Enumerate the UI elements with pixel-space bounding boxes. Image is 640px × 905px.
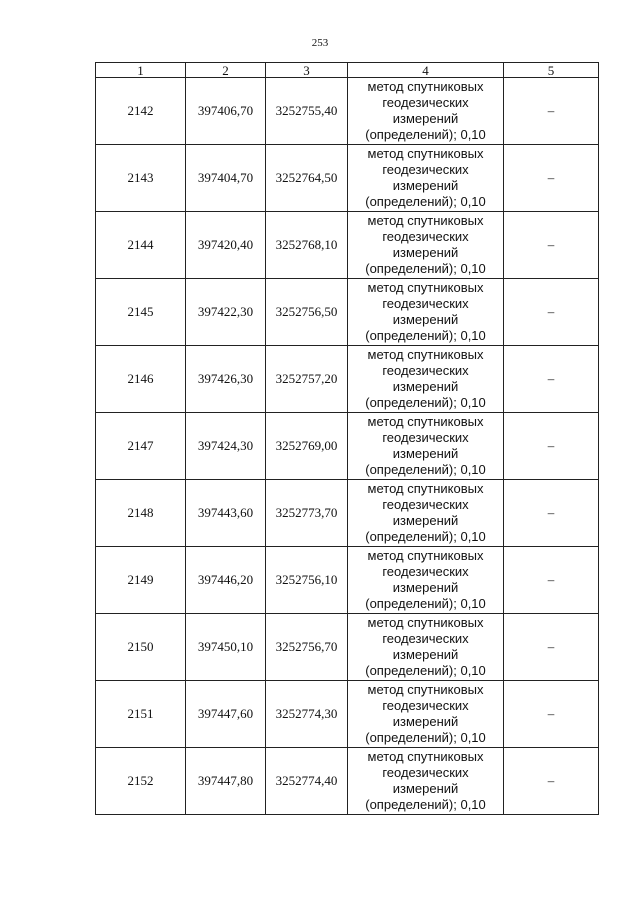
y-coordinate-cell: 3252773,70 xyxy=(266,480,348,547)
method-text-line: геодезических xyxy=(382,162,469,177)
column-header-4: 4 xyxy=(348,63,504,78)
description-cell: – xyxy=(504,145,599,212)
point-number-cell: 2149 xyxy=(96,547,186,614)
method-cell xyxy=(348,547,504,614)
description-cell: – xyxy=(504,413,599,480)
method-text-line: (определений); 0,10 xyxy=(365,194,486,209)
x-coordinate-cell: 397420,40 xyxy=(186,212,266,279)
x-coordinate-cell: 397426,30 xyxy=(186,346,266,413)
method-cell xyxy=(348,78,504,145)
column-header-3: 3 xyxy=(266,63,348,78)
x-coordinate-cell: 397447,80 xyxy=(186,748,266,815)
method-text-line: геодезических xyxy=(382,229,469,244)
method-cell xyxy=(348,346,504,413)
y-coordinate-cell: 3252774,40 xyxy=(266,748,348,815)
y-coordinate-cell: 3252769,00 xyxy=(266,413,348,480)
point-number-cell: 2143 xyxy=(96,145,186,212)
method-text-line: (определений); 0,10 xyxy=(365,529,486,544)
x-coordinate-cell: 397450,10 xyxy=(186,614,266,681)
description-cell: – xyxy=(504,681,599,748)
method-text-line: геодезических xyxy=(382,497,469,512)
method-text-line: (определений); 0,10 xyxy=(365,730,486,745)
table-row xyxy=(96,748,599,815)
method-text-line: метод спутниковых xyxy=(367,280,484,295)
method-cell xyxy=(348,480,504,547)
method-text-line: геодезических xyxy=(382,363,469,378)
x-coordinate-cell: 397446,20 xyxy=(186,547,266,614)
method-text-line: (определений); 0,10 xyxy=(365,328,486,343)
method-cell xyxy=(348,748,504,815)
point-number-cell: 2151 xyxy=(96,681,186,748)
table-row xyxy=(96,681,599,748)
column-header-1: 1 xyxy=(96,63,186,78)
x-coordinate-cell: 397443,60 xyxy=(186,480,266,547)
y-coordinate-cell: 3252764,50 xyxy=(266,145,348,212)
table-row xyxy=(96,614,599,681)
method-text-line: геодезических xyxy=(382,698,469,713)
method-text-line: метод спутниковых xyxy=(367,548,484,563)
x-coordinate-cell: 397422,30 xyxy=(186,279,266,346)
table-row xyxy=(96,346,599,413)
method-text-line: измерений xyxy=(392,245,459,260)
coordinates-table xyxy=(95,62,599,815)
table-header-row xyxy=(96,63,599,78)
description-cell: – xyxy=(504,279,599,346)
x-coordinate-cell: 397406,70 xyxy=(186,78,266,145)
point-number-cell: 2150 xyxy=(96,614,186,681)
method-cell xyxy=(348,212,504,279)
method-text-line: геодезических xyxy=(382,95,469,110)
column-header-5: 5 xyxy=(504,63,599,78)
table-row xyxy=(96,145,599,212)
method-text-line: (определений); 0,10 xyxy=(365,797,486,812)
table-body xyxy=(96,78,599,815)
method-text-line: измерений xyxy=(392,714,459,729)
method-text-line: измерений xyxy=(392,580,459,595)
method-cell xyxy=(348,279,504,346)
method-text-line: геодезических xyxy=(382,631,469,646)
point-number-cell: 2142 xyxy=(96,78,186,145)
description-cell: – xyxy=(504,547,599,614)
table-row xyxy=(96,480,599,547)
method-text-line: (определений); 0,10 xyxy=(365,395,486,410)
method-text-line: метод спутниковых xyxy=(367,79,484,94)
point-number-cell: 2147 xyxy=(96,413,186,480)
point-number-cell: 2152 xyxy=(96,748,186,815)
method-text-line: измерений xyxy=(392,647,459,662)
page-number: 253 xyxy=(311,37,329,49)
table-row xyxy=(96,413,599,480)
x-coordinate-cell: 397404,70 xyxy=(186,145,266,212)
x-coordinate-cell: 397424,30 xyxy=(186,413,266,480)
y-coordinate-cell: 3252756,50 xyxy=(266,279,348,346)
method-text-line: измерений xyxy=(392,111,459,126)
description-cell: – xyxy=(504,346,599,413)
method-text-line: измерений xyxy=(392,446,459,461)
method-text-line: метод спутниковых xyxy=(367,414,484,429)
method-cell xyxy=(348,681,504,748)
method-text-line: метод спутниковых xyxy=(367,213,484,228)
y-coordinate-cell: 3252756,10 xyxy=(266,547,348,614)
y-coordinate-cell: 3252768,10 xyxy=(266,212,348,279)
y-coordinate-cell: 3252757,20 xyxy=(266,346,348,413)
method-text-line: измерений xyxy=(392,178,459,193)
method-text-line: геодезических xyxy=(382,765,469,780)
method-text-line: (определений); 0,10 xyxy=(365,663,486,678)
description-cell: – xyxy=(504,212,599,279)
method-text-line: метод спутниковых xyxy=(367,481,484,496)
y-coordinate-cell: 3252755,40 xyxy=(266,78,348,145)
method-text-line: геодезических xyxy=(382,296,469,311)
method-text-line: геодезических xyxy=(382,430,469,445)
method-text-line: метод спутниковых xyxy=(367,682,484,697)
table-row xyxy=(96,279,599,346)
method-text-line: (определений); 0,10 xyxy=(365,596,486,611)
method-text-line: (определений); 0,10 xyxy=(365,127,486,142)
y-coordinate-cell: 3252774,30 xyxy=(266,681,348,748)
column-header-2: 2 xyxy=(186,63,266,78)
table-row xyxy=(96,212,599,279)
method-cell xyxy=(348,413,504,480)
method-text-line: геодезических xyxy=(382,564,469,579)
description-cell: – xyxy=(504,78,599,145)
table-row xyxy=(96,547,599,614)
table-row xyxy=(96,78,599,145)
point-number-cell: 2146 xyxy=(96,346,186,413)
point-number-cell: 2148 xyxy=(96,480,186,547)
description-cell: – xyxy=(504,748,599,815)
point-number-cell: 2144 xyxy=(96,212,186,279)
method-text-line: измерений xyxy=(392,781,459,796)
method-text-line: метод спутниковых xyxy=(367,347,484,362)
method-text-line: (определений); 0,10 xyxy=(365,462,486,477)
method-text-line: измерений xyxy=(392,513,459,528)
method-text-line: метод спутниковых xyxy=(367,615,484,630)
description-cell: – xyxy=(504,480,599,547)
y-coordinate-cell: 3252756,70 xyxy=(266,614,348,681)
point-number-cell: 2145 xyxy=(96,279,186,346)
method-text-line: метод спутниковых xyxy=(367,146,484,161)
method-cell xyxy=(348,145,504,212)
method-text-line: метод спутниковых xyxy=(367,749,484,764)
method-text-line: (определений); 0,10 xyxy=(365,261,486,276)
description-cell: – xyxy=(504,614,599,681)
x-coordinate-cell: 397447,60 xyxy=(186,681,266,748)
method-text-line: измерений xyxy=(392,312,459,327)
method-text-line: измерений xyxy=(392,379,459,394)
method-cell xyxy=(348,614,504,681)
